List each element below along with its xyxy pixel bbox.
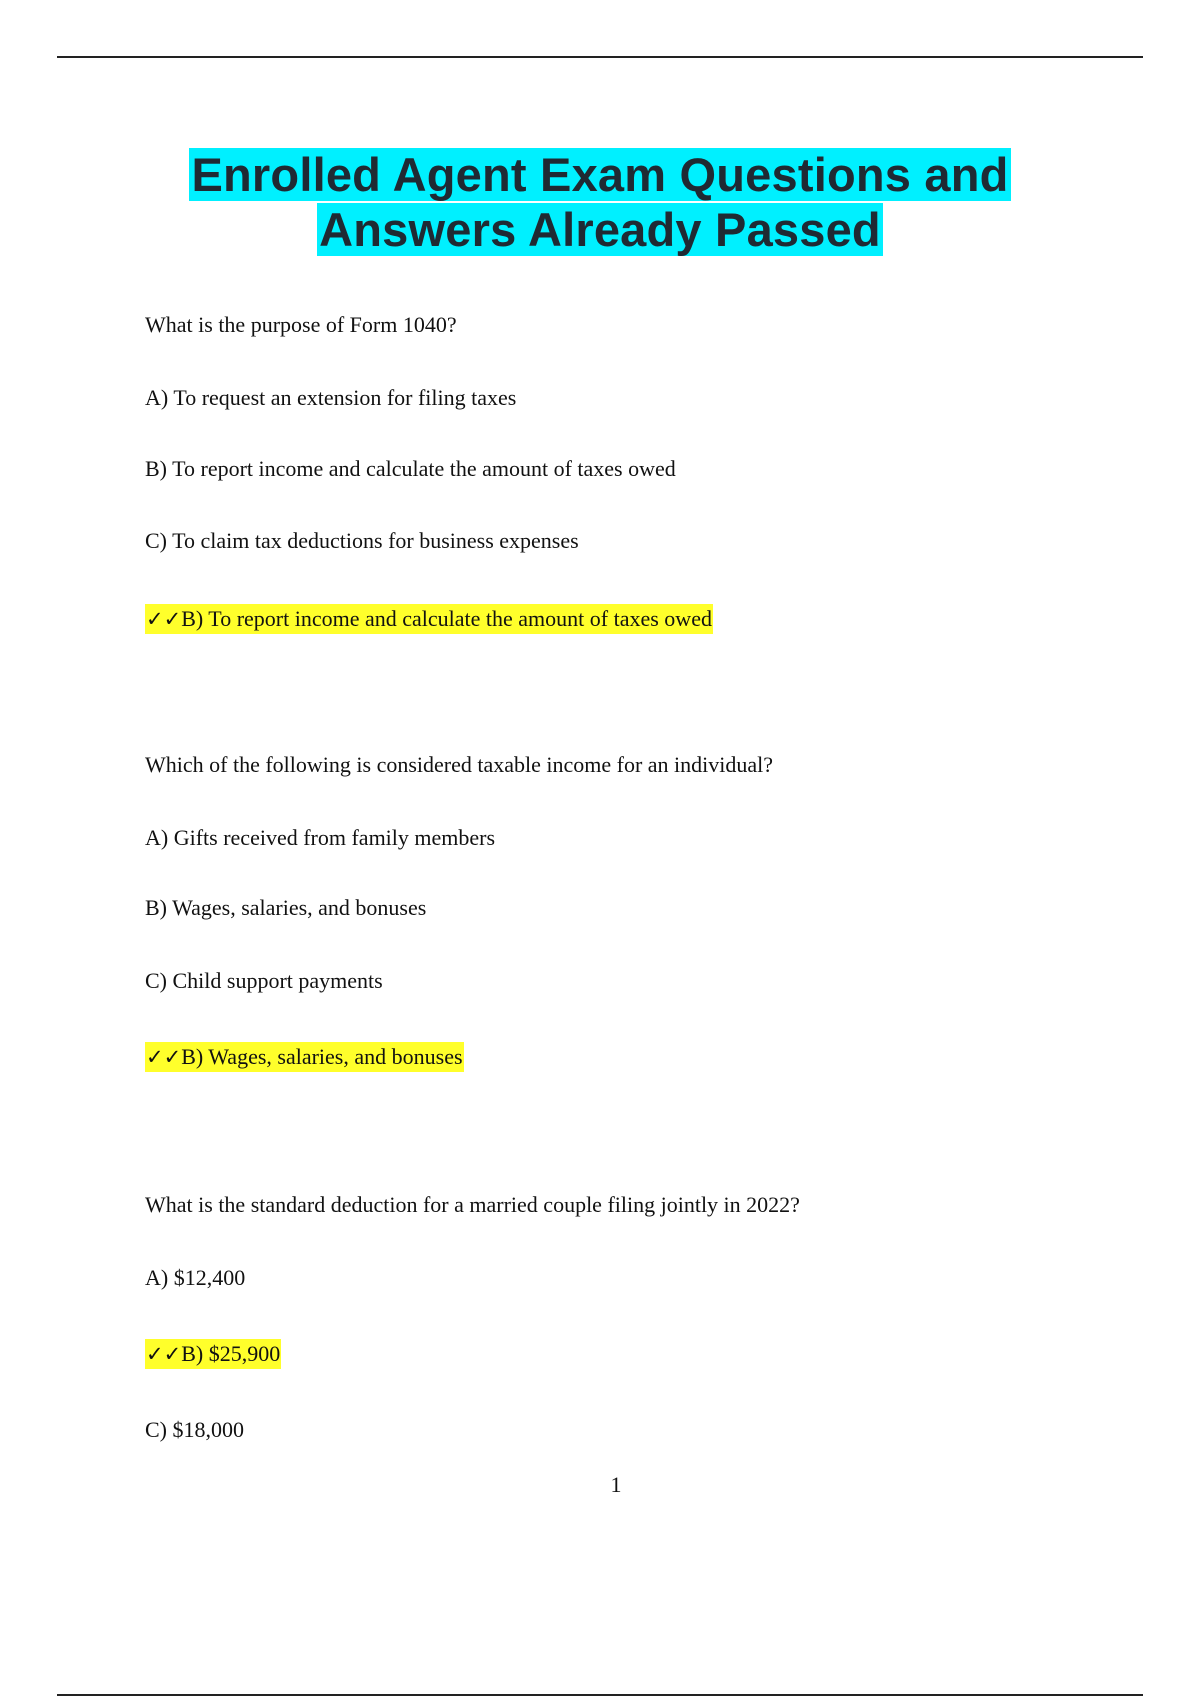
- check-mark-icon: ✓✓: [146, 607, 182, 631]
- title-line-2: [0, 202, 1200, 257]
- footer-rule: [57, 1694, 1143, 1696]
- question-3-answer-text: B) $25,900: [181, 1341, 281, 1366]
- question-1-answer: [145, 604, 713, 634]
- title-line-2-text: Answers Already Passed: [319, 203, 881, 256]
- question-2-text: Which of the following is considered taxable income for an individual?: [145, 752, 774, 777]
- question-3-option-a: A) $12,400: [145, 1265, 246, 1290]
- question-1-answer-text: B) To report income and calculate the amount of taxes owed: [181, 606, 712, 631]
- question-2-option-a: A) Gifts received from family members: [145, 825, 496, 850]
- question-1-option-c: C) To claim tax deductions for business expenses: [145, 528, 579, 553]
- check-mark-icon: ✓✓: [146, 1342, 182, 1366]
- title-line-1: [0, 147, 1200, 202]
- question-2-answer: [145, 1042, 464, 1072]
- header-rule: [57, 56, 1143, 58]
- question-1-answer-highlight: [145, 604, 713, 634]
- question-3-option-c: C) $18,000: [145, 1417, 244, 1442]
- document-title: [0, 147, 1200, 257]
- question-2-option-c: C) Child support payments: [145, 968, 383, 993]
- question-1-option-a: A) To request an extension for filing taxes: [145, 385, 517, 410]
- question-1-option-b: B) To report income and calculate the amount of taxes owed: [145, 456, 676, 481]
- question-2-answer-text: B) Wages, salaries, and bonuses: [181, 1044, 463, 1069]
- check-mark-icon: ✓✓: [146, 1045, 182, 1069]
- page-number: 1: [610, 1472, 622, 1497]
- question-2-answer-highlight: [145, 1042, 464, 1072]
- question-3-text: What is the standard deduction for a married couple filing jointly in 2022?: [145, 1192, 800, 1217]
- question-3-answer: [145, 1339, 281, 1369]
- question-1-text: What is the purpose of Form 1040?: [145, 312, 457, 337]
- question-3-answer-highlight: [145, 1339, 281, 1369]
- title-line-1-text: Enrolled Agent Exam Questions and: [191, 148, 1009, 201]
- question-2-option-b: B) Wages, salaries, and bonuses: [145, 895, 427, 920]
